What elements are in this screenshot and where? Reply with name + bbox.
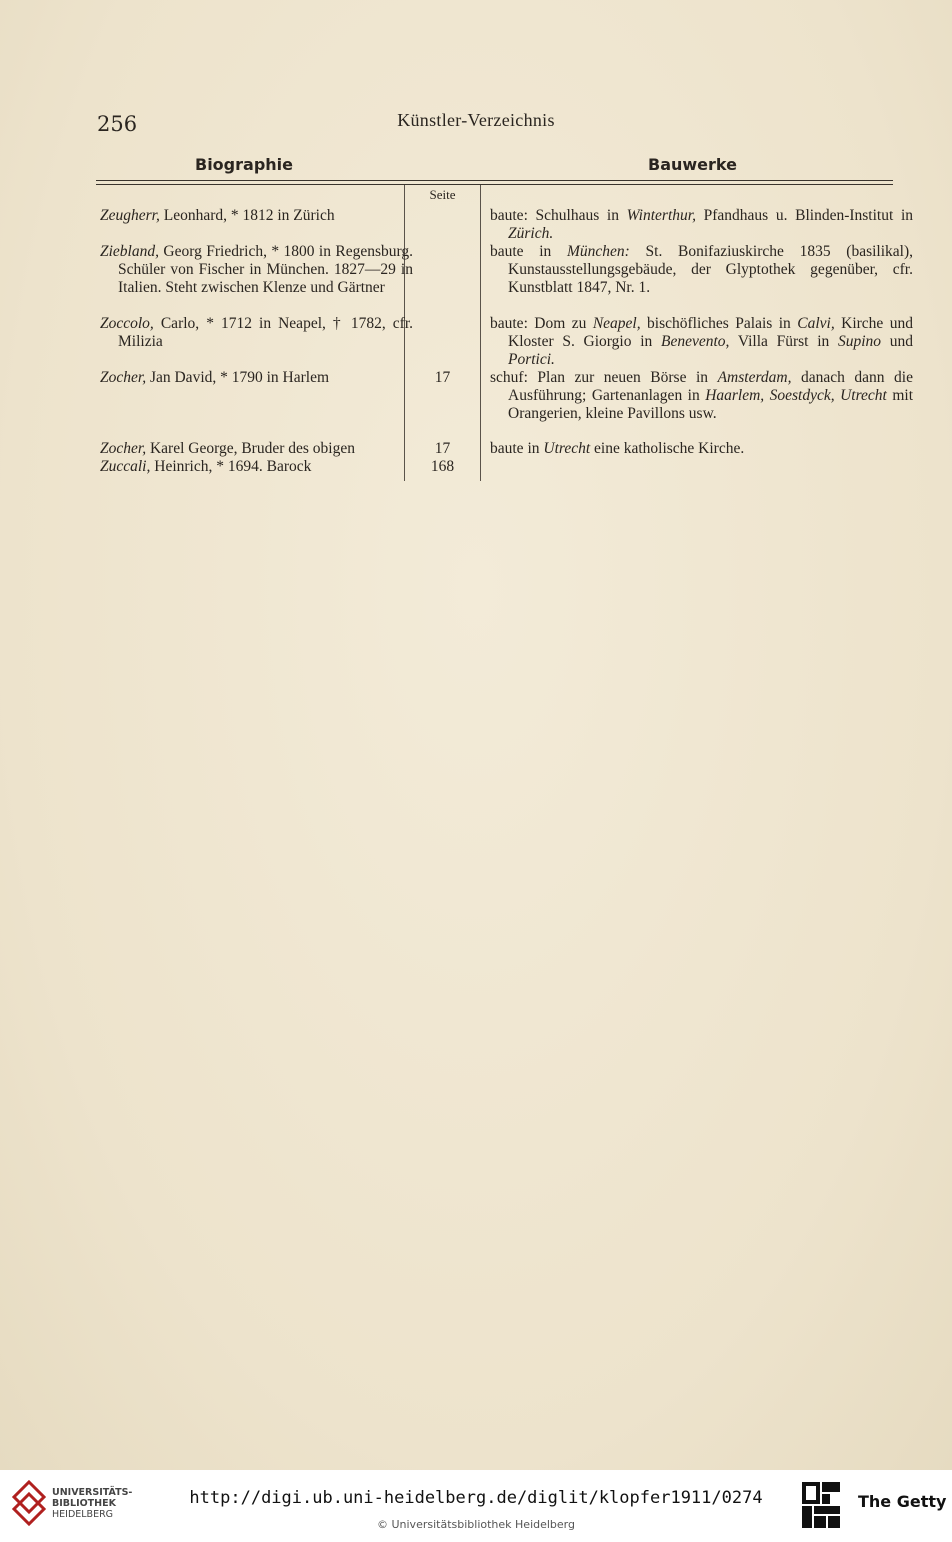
entry-works bbox=[490, 315, 913, 369]
works-text-run: bischöfliches Palais in bbox=[640, 315, 798, 332]
entry-page-ref: 168 bbox=[430, 458, 455, 475]
works-text-run: Kirche und Kloster S. Giorgio in bbox=[508, 315, 913, 350]
works-text-run: Calvi, bbox=[797, 315, 835, 332]
entry-name: Zoccolo, bbox=[100, 315, 154, 332]
works-text-run: Haarlem, Soestdyck, Utrecht bbox=[705, 387, 887, 404]
entry-works bbox=[490, 207, 913, 243]
entry-bio-text: Carlo, * 1712 in Neapel, † 1782, cfr. Milizia bbox=[118, 315, 413, 350]
column-heading-bauwerke: Bauwerke bbox=[648, 155, 737, 174]
works-text-run: Utrecht bbox=[543, 440, 591, 457]
column-heading-seite: Seite bbox=[429, 187, 456, 202]
header-rule-top bbox=[96, 180, 893, 181]
entry-bio-text: Karel George, Bruder des obigen bbox=[146, 440, 355, 457]
library-name: UNIVERSITÄTS- BIBLIOTHEK HEIDELBERG bbox=[52, 1487, 133, 1520]
works-text-run: und bbox=[881, 333, 913, 350]
entry-biography bbox=[100, 315, 413, 351]
works-text-run: baute: Dom zu bbox=[490, 315, 593, 332]
works-text-run: Benevento, bbox=[660, 333, 730, 350]
works-text-run: Villa Fürst in bbox=[729, 333, 838, 350]
entry-page-ref: 17 bbox=[434, 369, 451, 386]
works-text-run: baute in bbox=[490, 440, 544, 457]
column-heading-biographie: Biographie bbox=[195, 155, 293, 174]
works-text-run: Portici. bbox=[508, 351, 555, 368]
entry-name: Zocher, bbox=[100, 440, 147, 457]
works-text-run: danach dann die Ausführung; Gartenanlagen in bbox=[508, 369, 913, 404]
entry-biography bbox=[100, 207, 413, 225]
entry-biography bbox=[100, 243, 413, 297]
digitization-footer bbox=[0, 1470, 952, 1542]
entry-page-ref: 17 bbox=[434, 440, 451, 457]
getty-name: The Getty bbox=[858, 1492, 947, 1511]
entry-bio-text: Heinrich, * 1694. Barock bbox=[150, 458, 312, 475]
entry-biography bbox=[100, 458, 413, 476]
entry-works bbox=[490, 440, 913, 458]
works-text-run: mit Orangerien, kleine Pavillons usw. bbox=[508, 387, 913, 422]
works-text-run: Neapel, bbox=[592, 315, 641, 332]
permalink-url[interactable]: http://digi.ub.uni-heidelberg.de/diglit/klopfer1911/0274 bbox=[189, 1488, 763, 1508]
page-number: 256 bbox=[97, 112, 138, 136]
entry-name: Zocher, bbox=[100, 369, 147, 386]
running-title: Künstler-Verzeichnis bbox=[397, 110, 555, 130]
works-text-run: baute: Schulhaus in bbox=[490, 207, 627, 224]
entry-works bbox=[490, 369, 913, 423]
works-text-run: Supino bbox=[837, 333, 882, 350]
works-text-run: Winterthur, bbox=[626, 207, 696, 224]
works-text-run: St. Bonifaziuskirche 1835 (basilikal), Kunstausstellungsgebäude, der Glyptothek gegenüber, cfr. Kunstblatt 1847, Nr. 1. bbox=[508, 243, 913, 296]
copyright-notice: © Universitätsbibliothek Heidelberg bbox=[376, 1518, 575, 1531]
works-text-run: Zürich. bbox=[508, 225, 554, 242]
entry-bio-text: Jan David, * 1790 in Harlem bbox=[146, 369, 330, 386]
entry-name: Zeugherr, bbox=[100, 207, 160, 224]
column-divider-right bbox=[480, 185, 481, 481]
header-rule-bottom bbox=[96, 184, 893, 185]
entry-bio-text: Georg Friedrich, * 1800 in Regensburg. Schüler von Fischer in München. 1827—29 in Italien. Steht zwischen Klenze und Gärtner bbox=[118, 243, 413, 296]
entry-biography bbox=[100, 440, 413, 458]
entry-biography bbox=[100, 369, 413, 387]
entry-bio-text: Leonhard, * 1812 in Zürich bbox=[159, 207, 335, 224]
works-text-run: Pfandhaus u. Blinden-Institut in bbox=[695, 207, 913, 224]
works-text-run: baute in bbox=[490, 243, 567, 260]
entry-name: Zuccali, bbox=[100, 458, 151, 475]
works-text-run: eine katholische Kirche. bbox=[590, 440, 745, 457]
works-text-run: schuf: Plan zur neuen Börse in bbox=[490, 369, 718, 386]
works-text-run: München: bbox=[567, 243, 630, 260]
works-text-run: Amsterdam, bbox=[717, 369, 792, 386]
getty-logo bbox=[800, 1480, 842, 1530]
entry-works bbox=[490, 243, 913, 297]
entry-name: Ziebland, bbox=[100, 243, 159, 260]
